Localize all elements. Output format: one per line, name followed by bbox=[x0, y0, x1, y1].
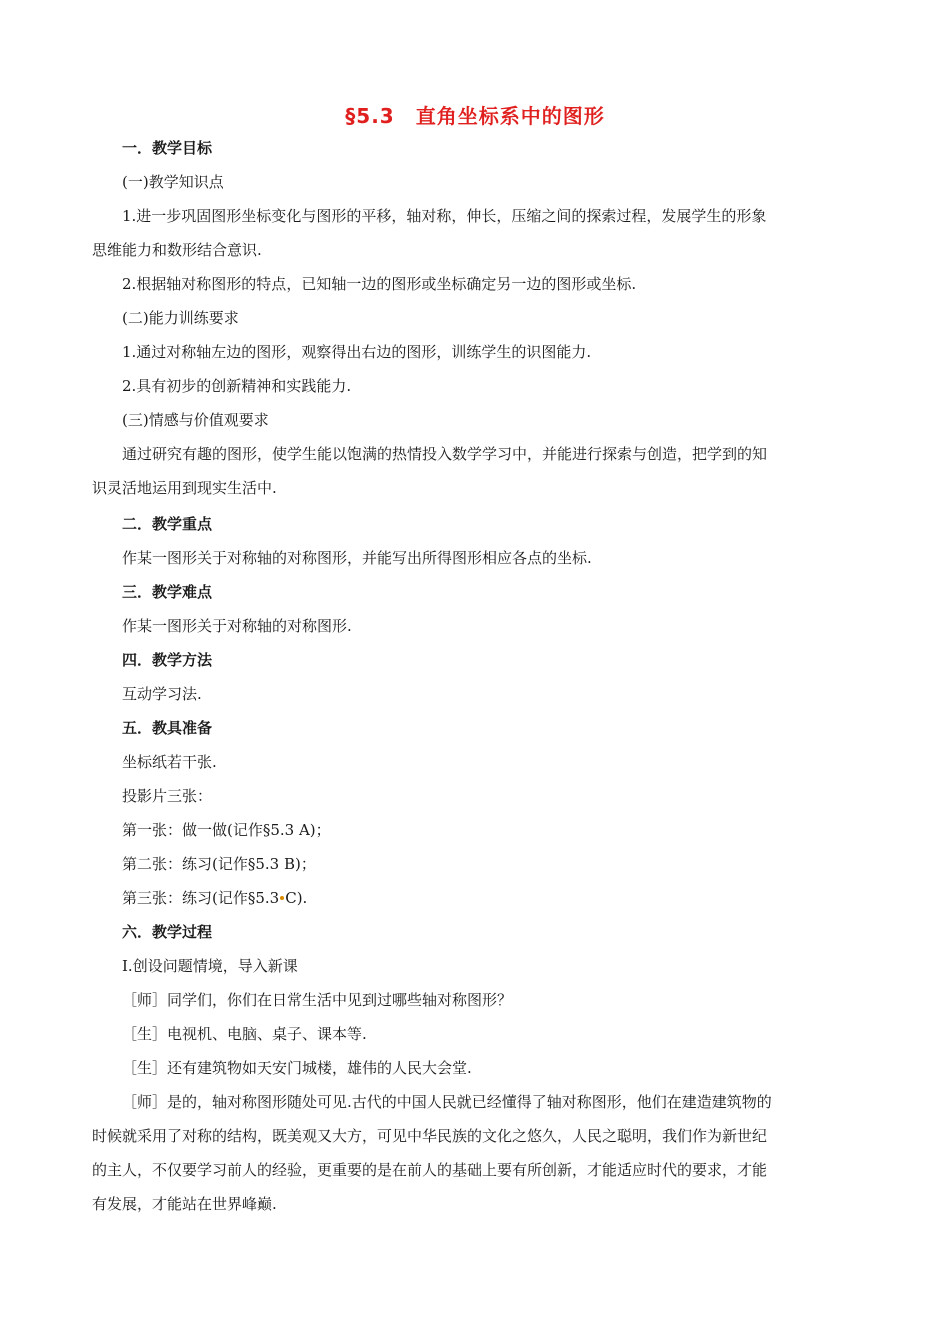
paragraph-line: 第一张：做一做(记作§5.3 A)； bbox=[122, 821, 331, 839]
paragraph-line: 1.通过对称轴左边的图形，观察得出右边的图形，训练学生的识图能力. bbox=[122, 343, 592, 361]
section-heading-key-points: 二．教学重点 bbox=[122, 515, 213, 533]
paragraph-line: 投影片三张： bbox=[122, 787, 213, 805]
dialogue-line: ［生］电视机、电脑、桌子、课本等. bbox=[122, 1025, 367, 1043]
section-heading-methods: 四．教学方法 bbox=[122, 651, 213, 669]
page-title: §5.3 直角坐标系中的图形 bbox=[345, 104, 605, 128]
dialogue-line: ［生］还有建筑物如天安门城楼，雄伟的人民大会堂. bbox=[122, 1059, 472, 1077]
dialogue-line: ［师］同学们，你们在日常生活中见到过哪些轴对称图形？ bbox=[122, 991, 513, 1009]
text-fragment: C). bbox=[285, 889, 308, 907]
dialogue-line: ［师］是的，轴对称图形随处可见.古代的中国人民就已经懂得了轴对称图形，他们在建造建筑物的 bbox=[122, 1093, 772, 1111]
subheading-ability: (二)能力训练要求 bbox=[122, 309, 239, 327]
orange-dot-mark bbox=[280, 896, 284, 900]
section-heading-difficulties: 三．教学难点 bbox=[122, 583, 213, 601]
paragraph-line: 2.根据轴对称图形的特点，已知轴一边的图形或坐标确定另一边的图形或坐标. bbox=[122, 275, 637, 293]
section-heading-objectives: 一．教学目标 bbox=[122, 139, 213, 157]
paragraph-line: 坐标纸若干张. bbox=[122, 753, 217, 771]
paragraph-line: 作某一图形关于对称轴的对称图形. bbox=[122, 617, 352, 635]
paragraph-line: 时候就采用了对称的结构，既美观又大方，可见中华民族的文化之悠久，人民之聪明，我们作为新世纪 bbox=[92, 1127, 768, 1145]
text-fragment: 第三张：练习(记作§5.3 bbox=[122, 889, 280, 907]
paragraph-line: 识灵活地运用到现实生活中. bbox=[92, 479, 277, 497]
paragraph-line: 作某一图形关于对称轴的对称图形，并能写出所得图形相应各点的坐标. bbox=[122, 549, 592, 567]
paragraph-line: 1.进一步巩固图形坐标变化与图形的平移，轴对称，伸长，压缩之间的探索过程，发展学生的形象 bbox=[122, 207, 767, 225]
section-heading-materials: 五．教具准备 bbox=[122, 719, 213, 737]
paragraph-line: 思维能力和数形结合意识. bbox=[92, 241, 262, 259]
subheading-values: (三)情感与价值观要求 bbox=[122, 411, 269, 429]
paragraph-line: 互动学习法. bbox=[122, 685, 202, 703]
section-heading-process: 六．教学过程 bbox=[122, 923, 213, 941]
paragraph-line bbox=[122, 888, 307, 908]
paragraph-line: 第二张：练习(记作§5.3 B)； bbox=[122, 855, 316, 873]
paragraph-line: 2.具有初步的创新精神和实践能力. bbox=[122, 377, 352, 395]
subheading-knowledge: (一)教学知识点 bbox=[122, 173, 224, 191]
paragraph-line: Ⅰ.创设问题情境，导入新课 bbox=[122, 957, 298, 975]
paragraph-line: 通过研究有趣的图形，使学生能以饱满的热情投入数学学习中，并能进行探索与创造，把学到的知 bbox=[122, 445, 768, 463]
paragraph-line: 有发展，才能站在世界峰巅. bbox=[92, 1195, 277, 1213]
paragraph-line: 的主人，不仅要学习前人的经验，更重要的是在前人的基础上要有所创新，才能适应时代的要求，才能 bbox=[92, 1161, 768, 1179]
